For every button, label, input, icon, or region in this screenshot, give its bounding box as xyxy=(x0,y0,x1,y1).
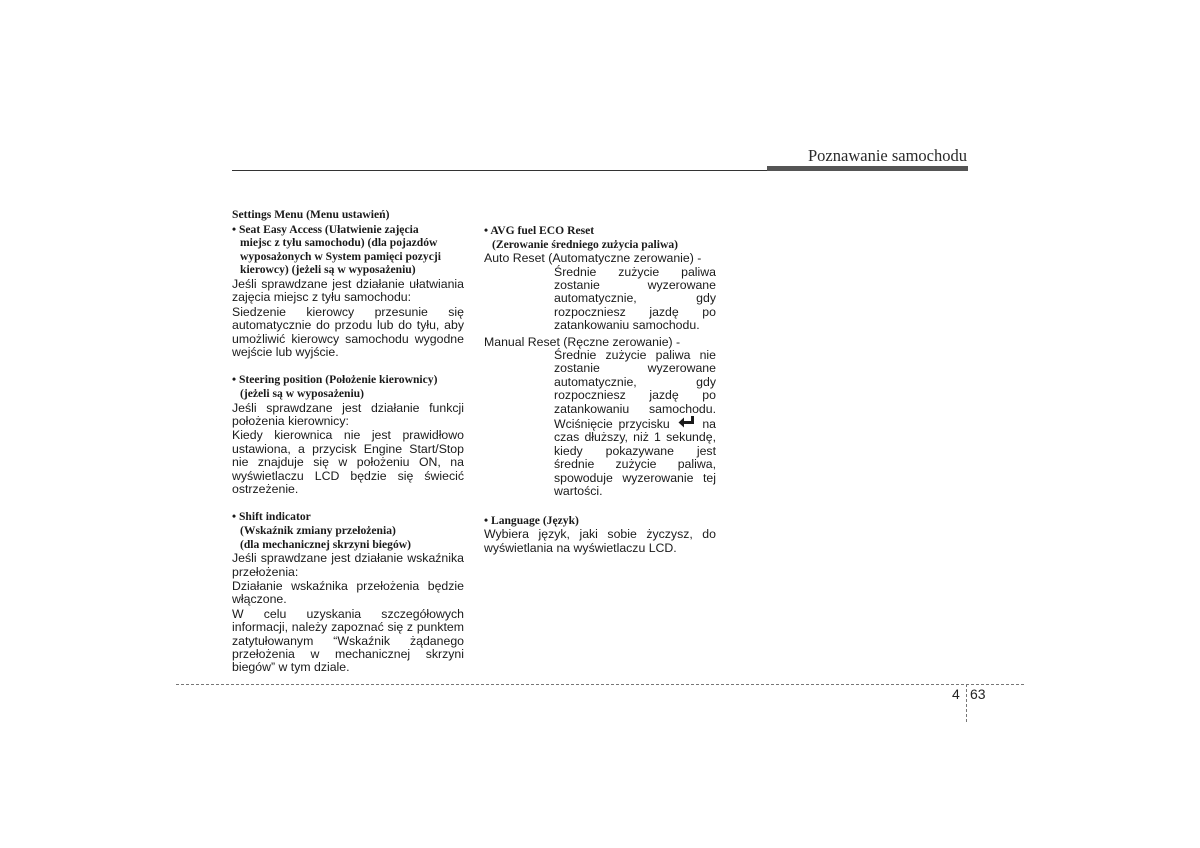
description-line: średnie zużycie paliwa, xyxy=(554,457,716,472)
header-rule xyxy=(232,170,768,171)
heading-line: (Wskaźnik zmiany przełożenia) xyxy=(240,524,396,538)
right-column xyxy=(484,224,716,556)
auto-reset-definition xyxy=(484,252,716,332)
enter-return-icon xyxy=(678,416,695,429)
description-line: zatankowaniu samochodu. xyxy=(554,318,700,333)
auto-reset-term: Auto Reset (Automatyczne zerowanie) - xyxy=(484,251,702,266)
left-column xyxy=(232,208,464,676)
footer-dotted-divider xyxy=(966,684,967,722)
shift-indicator-heading xyxy=(232,510,464,551)
footer-dotted-rule xyxy=(176,684,1024,685)
heading-line: • Language (Język) xyxy=(484,513,579,527)
heading-line: • Steering position (Położenie kierownicy) xyxy=(232,373,438,387)
paragraph: Jeśli sprawdzane jest działanie ułatwiania zajęcia miejsc z tyłu samochodu: xyxy=(232,276,464,305)
heading-line: miejsc z tyłu samochodu) (dla pojazdów xyxy=(240,236,438,250)
avg-fuel-eco-reset-heading xyxy=(484,224,716,251)
settings-menu-heading: Settings Menu (Menu ustawień) xyxy=(232,208,390,221)
language-heading xyxy=(484,514,716,528)
description-line: zostanie wyzerowane xyxy=(554,361,716,376)
description-line: automatycznie, gdy xyxy=(554,291,716,306)
icon-line-before: Wciśnięcie przycisku xyxy=(554,417,670,432)
description-line: rozpoczniesz jazdę po xyxy=(554,388,716,403)
manual-reset-description xyxy=(554,349,716,498)
heading-line: kierowcy) (jeżeli są w wyposażeniu) xyxy=(240,263,416,277)
icon-line-after: na xyxy=(702,417,716,432)
paragraph: Działanie wskaźnika przełożenia będzie włączone. xyxy=(232,579,464,607)
description-line: wartości. xyxy=(554,484,603,499)
paragraph: W celu uzyskania szczegółowych informacji, należy zapoznać się z punktem zatytułowanym “Wskaźnik żądanego przełożenia w mechanicznej skrzyni biegów” w tym dziale. xyxy=(232,606,464,675)
description-line: czas dłuższy, niż 1 sekundę, xyxy=(554,430,716,445)
section-title: Poznawanie samochodu xyxy=(808,146,967,165)
heading-line: (dla mechanicznej skrzyni biegów) xyxy=(240,537,411,551)
heading-line: wyposażonych w System pamięci pozycji xyxy=(240,249,441,263)
heading-line: (jeżeli są w wyposażeniu) xyxy=(240,387,364,400)
manual-reset-term: Manual Reset (Ręczne zerowanie) - xyxy=(484,334,681,349)
description-line: automatycznie, gdy xyxy=(554,374,716,389)
description-line: zostanie wyzerowane xyxy=(554,278,716,292)
page-number: 63 xyxy=(970,686,986,702)
heading-line: (Zerowanie średniego zużycia paliwa) xyxy=(492,237,679,251)
seat-easy-access-heading xyxy=(232,223,464,277)
chapter-number: 4 xyxy=(952,686,960,702)
auto-reset-description xyxy=(554,266,716,333)
description-line: kiedy pokazywane jest xyxy=(554,443,716,458)
description-line: Średnie zużycie paliwa nie xyxy=(554,348,716,363)
description-line: rozpoczniesz jazdę po xyxy=(554,304,716,319)
description-line: zatankowaniu samochodu. xyxy=(554,401,716,416)
paragraph: Siedzenie kierowcy przesunie się automatycznie do przodu lub do tyłu, aby umożliwić kierowcy samochodu wygodne wejście lub wyjście. xyxy=(232,304,464,359)
paragraph: Kiedy kierownica nie jest prawidłowo ustawiona, a przycisk Engine Start/Stop nie znajduje się w położeniu ON, na wyświetlaczu LCD będzie się świecić ostrzeżenie. xyxy=(232,428,464,497)
manual-reset-definition xyxy=(484,336,716,499)
heading-line: • AVG fuel ECO Reset xyxy=(484,224,595,237)
header-bar xyxy=(767,166,968,171)
paragraph: Wybiera język, jaki sobie życzysz, do wyświetlania na wyświetlaczu LCD. xyxy=(484,527,716,555)
description-line: Średnie zużycie paliwa xyxy=(554,264,716,279)
description-line-with-icon xyxy=(554,416,716,431)
paragraph: Jeśli sprawdzane jest działanie funkcji położenia kierownicy: xyxy=(232,400,464,428)
heading-line: • Shift indicator xyxy=(232,510,311,524)
steering-position-heading xyxy=(232,373,464,400)
description-line: spowoduje wyzerowanie tej xyxy=(554,470,716,485)
heading-line: • Seat Easy Access (Ułatwienie zajęcia xyxy=(232,222,419,236)
paragraph: Jeśli sprawdzane jest działanie wskaźnika przełożenia: xyxy=(232,551,464,579)
